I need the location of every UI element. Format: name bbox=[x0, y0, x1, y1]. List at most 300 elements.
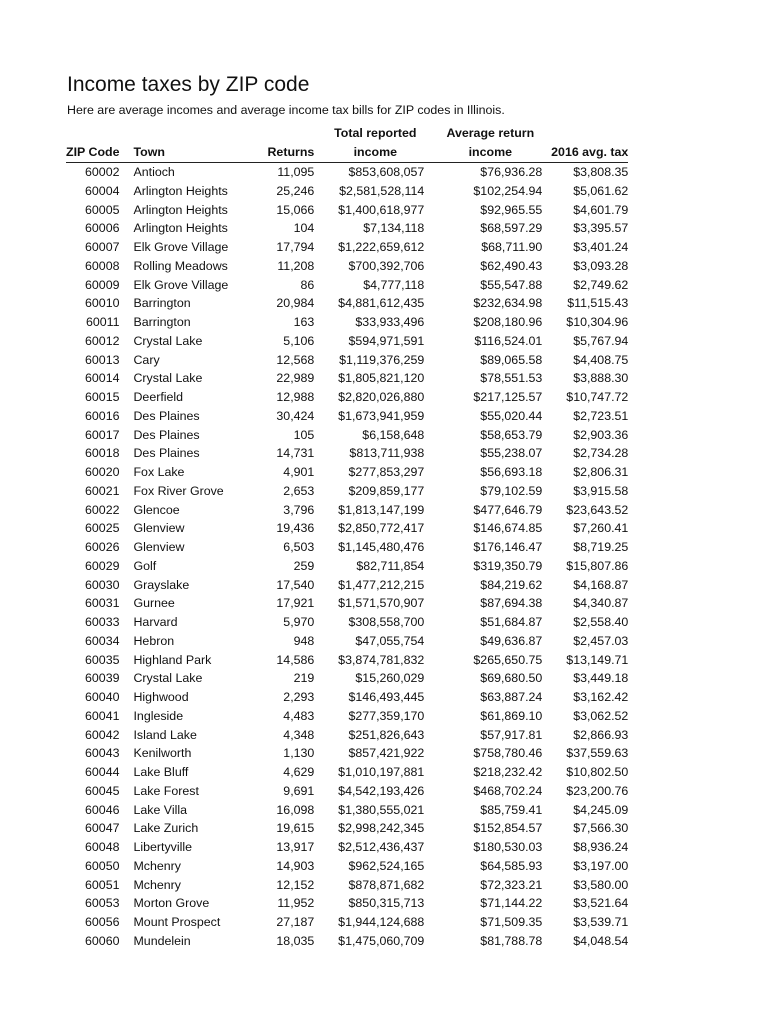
page-subtitle: Here are average incomes and average income tax bills for ZIP codes in Illinois. bbox=[67, 103, 505, 117]
total-income-cell: $1,477,212,215 bbox=[338, 577, 425, 592]
avg-tax-cell: $4,245.09 bbox=[573, 802, 629, 817]
town-cell: Barrington bbox=[133, 296, 191, 311]
zip-cell: 60026 bbox=[85, 540, 120, 554]
returns-cell: 25,246 bbox=[276, 183, 315, 198]
town-cell: Glencoe bbox=[133, 502, 180, 517]
avg-tax-cell: $5,767.94 bbox=[573, 333, 629, 348]
zip-cell: 60018 bbox=[85, 446, 120, 461]
returns-cell: 12,568 bbox=[276, 352, 315, 367]
avg-income-cell: $64,585.93 bbox=[480, 858, 543, 873]
returns-cell: 948 bbox=[293, 633, 315, 648]
avg-income-cell: $265,650.75 bbox=[473, 652, 543, 667]
avg-tax-cell: $2,558.40 bbox=[573, 615, 629, 629]
total-income-cell: $277,359,170 bbox=[348, 708, 425, 723]
town-cell: Highland Park bbox=[133, 652, 212, 667]
town-cell: Deerfield bbox=[133, 390, 184, 404]
header-total-income-line1: Total reported bbox=[334, 126, 417, 140]
avg-income-cell: $84,219.62 bbox=[480, 577, 543, 592]
table-row bbox=[66, 744, 628, 763]
town-cell: Harvard bbox=[133, 615, 178, 629]
returns-cell: 11,952 bbox=[277, 896, 315, 911]
avg-tax-cell: $3,197.00 bbox=[573, 858, 629, 873]
total-income-cell: $1,944,124,688 bbox=[338, 915, 425, 929]
zip-cell: 60002 bbox=[85, 165, 120, 179]
avg-income-cell: $63,887.24 bbox=[480, 690, 543, 704]
returns-cell: 9,691 bbox=[283, 783, 315, 798]
returns-cell: 19,436 bbox=[276, 521, 315, 536]
avg-tax-cell: $2,749.62 bbox=[573, 277, 629, 292]
town-cell: Gurnee bbox=[133, 596, 175, 611]
town-cell: Elk Grove Village bbox=[133, 277, 229, 292]
avg-tax-cell: $3,401.24 bbox=[573, 240, 629, 254]
returns-cell: 17,540 bbox=[276, 577, 315, 592]
total-income-cell: $277,853,297 bbox=[348, 465, 425, 479]
town-cell: Crystal Lake bbox=[133, 671, 203, 686]
avg-income-cell: $49,636.87 bbox=[480, 633, 543, 648]
town-cell: Cary bbox=[133, 352, 160, 367]
avg-income-cell: $176,146.47 bbox=[473, 540, 543, 554]
returns-cell: 104 bbox=[293, 221, 315, 236]
header-avg-income-line1: Average return bbox=[446, 126, 535, 140]
avg-income-cell: $58,653.79 bbox=[480, 427, 543, 442]
town-cell: Crystal Lake bbox=[133, 333, 203, 348]
total-income-cell: $15,260,029 bbox=[355, 671, 425, 686]
table-row bbox=[66, 369, 628, 388]
returns-cell: 4,483 bbox=[283, 708, 315, 723]
table-row bbox=[66, 519, 628, 538]
zip-cell: 60042 bbox=[85, 727, 120, 742]
avg-tax-cell: $2,806.31 bbox=[573, 465, 629, 479]
avg-income-cell: $55,020.44 bbox=[480, 408, 543, 423]
town-cell: Crystal Lake bbox=[133, 371, 203, 386]
zip-cell: 60022 bbox=[85, 502, 120, 517]
avg-tax-cell: $3,062.52 bbox=[573, 708, 629, 723]
zip-cell: 60009 bbox=[85, 277, 120, 292]
returns-cell: 14,586 bbox=[276, 652, 315, 667]
zip-cell: 60016 bbox=[85, 408, 120, 423]
returns-cell: 2,293 bbox=[283, 690, 315, 704]
returns-cell: 4,348 bbox=[283, 727, 315, 742]
zip-cell: 60006 bbox=[85, 221, 120, 236]
zip-cell: 60047 bbox=[85, 821, 120, 836]
total-income-cell: $308,558,700 bbox=[348, 615, 425, 629]
total-income-cell: $1,380,555,021 bbox=[338, 802, 425, 817]
total-income-cell: $1,222,659,612 bbox=[338, 240, 425, 254]
table-row bbox=[66, 388, 628, 407]
total-income-cell: $4,881,612,435 bbox=[338, 296, 425, 311]
avg-income-cell: $468,702.24 bbox=[473, 783, 543, 798]
avg-tax-cell: $8,719.25 bbox=[573, 540, 629, 554]
avg-tax-cell: $4,408.75 bbox=[573, 352, 629, 367]
total-income-cell: $2,820,026,880 bbox=[338, 390, 425, 404]
avg-tax-cell: $7,260.41 bbox=[573, 521, 629, 536]
town-cell: Mchenry bbox=[133, 877, 181, 892]
total-income-cell: $2,850,772,417 bbox=[338, 521, 425, 536]
zip-cell: 60048 bbox=[85, 840, 120, 854]
avg-tax-cell: $3,580.00 bbox=[573, 877, 629, 892]
table-row bbox=[66, 332, 628, 351]
table-row bbox=[66, 894, 628, 913]
avg-income-cell: $78,551.53 bbox=[480, 371, 543, 386]
total-income-cell: $2,512,436,437 bbox=[338, 840, 425, 854]
avg-income-cell: $319,350.79 bbox=[473, 558, 543, 573]
avg-tax-cell: $3,521.64 bbox=[573, 896, 629, 911]
town-cell: Island Lake bbox=[133, 727, 197, 742]
town-cell: Fox River Grove bbox=[133, 483, 224, 498]
total-income-cell: $6,158,648 bbox=[362, 427, 425, 442]
town-cell: Mchenry bbox=[133, 858, 181, 873]
total-income-cell: $1,400,618,977 bbox=[338, 202, 425, 217]
table-row bbox=[66, 857, 628, 876]
table-row bbox=[66, 838, 628, 857]
returns-cell: 17,794 bbox=[276, 240, 315, 254]
town-cell: Mundelein bbox=[133, 933, 191, 948]
table-row bbox=[66, 463, 628, 482]
zip-cell: 60030 bbox=[85, 577, 120, 592]
avg-tax-cell: $13,149.71 bbox=[566, 652, 629, 667]
returns-cell: 259 bbox=[293, 558, 315, 573]
table-header-row bbox=[66, 143, 628, 163]
avg-income-cell: $152,854.57 bbox=[473, 821, 543, 836]
total-income-cell: $813,711,938 bbox=[349, 446, 425, 461]
total-income-cell: $878,871,682 bbox=[348, 877, 425, 892]
town-cell: Lake Forest bbox=[133, 783, 199, 798]
town-cell: Des Plaines bbox=[133, 408, 200, 423]
avg-tax-cell: $4,340.87 bbox=[573, 596, 629, 611]
town-cell: Lake Bluff bbox=[133, 765, 189, 779]
total-income-cell: $1,119,376,259 bbox=[339, 352, 425, 367]
returns-cell: 13,917 bbox=[276, 840, 315, 854]
avg-tax-cell: $37,559.63 bbox=[566, 746, 629, 761]
town-cell: Lake Zurich bbox=[133, 821, 199, 836]
town-cell: Antioch bbox=[133, 165, 175, 179]
avg-income-cell: $72,323.21 bbox=[480, 877, 543, 892]
header-avg-tax: 2016 avg. tax bbox=[542, 143, 628, 163]
zip-cell: 60021 bbox=[85, 483, 120, 498]
zip-cell: 60013 bbox=[85, 352, 120, 367]
returns-cell: 3,796 bbox=[283, 502, 315, 517]
table-row bbox=[66, 688, 628, 707]
avg-income-cell: $56,693.18 bbox=[480, 465, 543, 479]
table-row bbox=[66, 669, 628, 688]
avg-income-cell: $79,102.59 bbox=[480, 483, 543, 498]
returns-cell: 14,731 bbox=[276, 446, 315, 461]
zip-cell: 60015 bbox=[85, 390, 120, 404]
town-cell: Golf bbox=[133, 558, 157, 573]
total-income-cell: $700,392,706 bbox=[348, 258, 425, 273]
table-row bbox=[66, 576, 628, 595]
returns-cell: 1,130 bbox=[283, 746, 315, 761]
town-cell: Hebron bbox=[133, 633, 175, 648]
zip-cell: 60060 bbox=[85, 933, 120, 948]
total-income-cell: $1,475,060,709 bbox=[338, 933, 425, 948]
zip-cell: 60017 bbox=[85, 427, 120, 442]
table-row bbox=[66, 182, 628, 201]
avg-tax-cell: $10,304.96 bbox=[566, 315, 629, 329]
table-row bbox=[66, 351, 628, 370]
returns-cell: 12,988 bbox=[276, 390, 315, 404]
header-returns: Returns bbox=[267, 143, 314, 163]
page-title: Income taxes by ZIP code bbox=[67, 73, 310, 96]
table-row bbox=[66, 557, 628, 576]
header-total-income-line2: income bbox=[314, 143, 424, 163]
town-cell: Rolling Meadows bbox=[133, 258, 228, 273]
avg-tax-cell: $23,200.76 bbox=[566, 783, 629, 798]
table-row bbox=[66, 482, 628, 501]
zip-cell: 60025 bbox=[85, 521, 120, 536]
total-income-cell: $853,608,057 bbox=[348, 165, 425, 179]
table-row bbox=[66, 707, 628, 726]
avg-income-cell: $55,238.07 bbox=[480, 446, 543, 461]
returns-cell: 17,921 bbox=[276, 596, 315, 611]
zip-cell: 60051 bbox=[85, 877, 120, 892]
avg-income-cell: $758,780.46 bbox=[473, 746, 543, 761]
table-row bbox=[66, 932, 628, 951]
zip-cell: 60056 bbox=[85, 915, 120, 929]
table-body bbox=[66, 163, 628, 951]
returns-cell: 30,424 bbox=[276, 408, 315, 423]
town-cell: Des Plaines bbox=[133, 446, 200, 461]
total-income-cell: $1,805,821,120 bbox=[338, 371, 425, 386]
town-cell: Des Plaines bbox=[133, 427, 200, 442]
avg-income-cell: $92,965.55 bbox=[480, 202, 543, 217]
total-income-cell: $3,874,781,832 bbox=[338, 652, 425, 667]
total-income-cell: $146,493,445 bbox=[348, 690, 425, 704]
avg-income-cell: $61,869.10 bbox=[480, 708, 543, 723]
table-row bbox=[66, 163, 628, 182]
avg-tax-cell: $3,808.35 bbox=[573, 165, 629, 179]
avg-tax-cell: $3,539.71 bbox=[573, 915, 629, 929]
table-row bbox=[66, 801, 628, 820]
avg-tax-cell: $4,601.79 bbox=[573, 202, 629, 217]
avg-income-cell: $217,125.57 bbox=[473, 390, 543, 404]
zip-cell: 60005 bbox=[85, 202, 120, 217]
zip-cell: 60031 bbox=[85, 596, 120, 611]
avg-income-cell: $76,936.28 bbox=[480, 165, 543, 179]
total-income-cell: $594,971,591 bbox=[348, 333, 425, 348]
returns-cell: 5,970 bbox=[283, 615, 315, 629]
avg-income-cell: $146,674.85 bbox=[473, 521, 543, 536]
total-income-cell: $1,813,147,199 bbox=[338, 502, 425, 517]
returns-cell: 11,095 bbox=[277, 165, 315, 179]
zip-cell: 60004 bbox=[85, 183, 120, 198]
town-cell: Morton Grove bbox=[133, 896, 210, 911]
total-income-cell: $7,134,118 bbox=[363, 221, 425, 236]
avg-income-cell: $89,065.58 bbox=[480, 352, 543, 367]
zip-cell: 60053 bbox=[85, 896, 120, 911]
zip-cell: 60033 bbox=[85, 615, 120, 629]
total-income-cell: $2,581,528,114 bbox=[339, 183, 425, 198]
avg-income-cell: $57,917.81 bbox=[480, 727, 543, 742]
avg-tax-cell: $2,866.93 bbox=[573, 727, 629, 742]
returns-cell: 219 bbox=[293, 671, 315, 686]
avg-income-cell: $116,524.01 bbox=[474, 333, 543, 348]
town-cell: Kenilworth bbox=[133, 746, 192, 761]
total-income-cell: $33,933,496 bbox=[355, 315, 425, 329]
town-cell: Barrington bbox=[133, 315, 191, 329]
table-row bbox=[66, 876, 628, 895]
returns-cell: 163 bbox=[293, 315, 315, 329]
total-income-cell: $857,421,922 bbox=[348, 746, 425, 761]
table-row bbox=[66, 201, 628, 220]
town-cell: Highwood bbox=[133, 690, 189, 704]
zip-cell: 60014 bbox=[85, 371, 120, 386]
returns-cell: 18,035 bbox=[276, 933, 315, 948]
town-cell: Ingleside bbox=[133, 708, 184, 723]
avg-income-cell: $68,711.90 bbox=[481, 240, 543, 254]
zip-cell: 60050 bbox=[85, 858, 120, 873]
returns-cell: 105 bbox=[293, 427, 315, 442]
table-row bbox=[66, 763, 628, 782]
avg-tax-cell: $10,802.50 bbox=[566, 765, 629, 779]
returns-cell: 5,106 bbox=[283, 333, 315, 348]
avg-tax-cell: $3,888.30 bbox=[573, 371, 629, 386]
returns-cell: 20,984 bbox=[276, 296, 315, 311]
avg-income-cell: $180,530.03 bbox=[473, 840, 543, 854]
avg-tax-cell: $7,566.30 bbox=[573, 821, 629, 836]
avg-income-cell: $69,680.50 bbox=[480, 671, 543, 686]
table-row bbox=[66, 651, 628, 670]
avg-tax-cell: $3,093.28 bbox=[573, 258, 629, 273]
zip-cell: 60039 bbox=[85, 671, 120, 686]
table-row bbox=[66, 913, 628, 932]
total-income-cell: $1,145,480,476 bbox=[338, 540, 425, 554]
returns-cell: 4,901 bbox=[283, 465, 315, 479]
avg-tax-cell: $3,449.18 bbox=[573, 671, 629, 686]
town-cell: Fox Lake bbox=[133, 465, 185, 479]
table-row bbox=[66, 294, 628, 313]
table-row bbox=[66, 426, 628, 445]
avg-tax-cell: $2,723.51 bbox=[573, 408, 629, 423]
avg-income-cell: $71,509.35 bbox=[480, 915, 543, 929]
total-income-cell: $962,524,165 bbox=[348, 858, 425, 873]
avg-income-cell: $85,759.41 bbox=[480, 802, 543, 817]
avg-tax-cell: $5,061.62 bbox=[573, 183, 629, 198]
returns-cell: 27,187 bbox=[276, 915, 315, 929]
avg-income-cell: $102,254.94 bbox=[473, 183, 543, 198]
header-zip-code: ZIP Code bbox=[66, 143, 133, 163]
returns-cell: 14,903 bbox=[276, 858, 315, 873]
table-row bbox=[66, 257, 628, 276]
avg-tax-cell: $2,457.03 bbox=[573, 633, 629, 648]
table-row bbox=[66, 444, 628, 463]
avg-tax-cell: $11,515.43 bbox=[567, 296, 629, 311]
zip-cell: 60044 bbox=[85, 765, 120, 779]
avg-tax-cell: $23,643.52 bbox=[566, 502, 629, 517]
avg-tax-cell: $8,936.24 bbox=[573, 840, 629, 854]
town-cell: Glenview bbox=[133, 521, 185, 536]
header-town: Town bbox=[133, 143, 267, 163]
total-income-cell: $251,826,643 bbox=[348, 727, 425, 742]
income-tax-table bbox=[66, 124, 628, 951]
table-row bbox=[66, 238, 628, 257]
table-header-row-top bbox=[66, 124, 628, 143]
town-cell: Arlington Heights bbox=[133, 221, 228, 236]
avg-tax-cell: $3,162.42 bbox=[573, 690, 629, 704]
returns-cell: 12,152 bbox=[276, 877, 315, 892]
returns-cell: 2,653 bbox=[283, 483, 315, 498]
total-income-cell: $4,777,118 bbox=[363, 277, 425, 292]
avg-income-cell: $218,232.42 bbox=[473, 765, 543, 779]
zip-cell: 60045 bbox=[85, 783, 120, 798]
avg-tax-cell: $4,048.54 bbox=[573, 933, 629, 948]
avg-tax-cell: $3,395.57 bbox=[573, 221, 629, 236]
zip-cell: 60046 bbox=[85, 802, 120, 817]
total-income-cell: $1,673,941,959 bbox=[338, 408, 425, 423]
table-row bbox=[66, 613, 628, 632]
returns-cell: 15,066 bbox=[276, 202, 315, 217]
returns-cell: 6,503 bbox=[283, 540, 315, 554]
zip-cell: 60007 bbox=[85, 240, 120, 254]
avg-income-cell: $71,144.22 bbox=[480, 896, 543, 911]
avg-tax-cell: $15,807.86 bbox=[566, 558, 629, 573]
town-cell: Libertyville bbox=[133, 840, 193, 854]
town-cell: Lake Villa bbox=[133, 802, 187, 817]
zip-cell: 60010 bbox=[85, 296, 120, 311]
returns-cell: 22,989 bbox=[276, 371, 315, 386]
avg-tax-cell: $2,903.36 bbox=[573, 427, 629, 442]
table-row bbox=[66, 726, 628, 745]
zip-cell: 60043 bbox=[85, 746, 120, 761]
zip-cell: 60040 bbox=[85, 690, 120, 704]
town-cell: Grayslake bbox=[133, 577, 190, 592]
town-cell: Elk Grove Village bbox=[133, 240, 229, 254]
table-row bbox=[66, 407, 628, 426]
total-income-cell: $1,010,197,881 bbox=[338, 765, 425, 779]
table-row bbox=[66, 313, 628, 332]
avg-income-cell: $208,180.96 bbox=[473, 315, 543, 329]
avg-income-cell: $62,490.43 bbox=[480, 258, 543, 273]
zip-cell: 60020 bbox=[85, 465, 120, 479]
table-row bbox=[66, 632, 628, 651]
table-row bbox=[66, 219, 628, 238]
town-cell: Arlington Heights bbox=[133, 202, 228, 217]
total-income-cell: $82,711,854 bbox=[356, 558, 425, 573]
table-row bbox=[66, 538, 628, 557]
avg-tax-cell: $2,734.28 bbox=[573, 446, 629, 461]
avg-income-cell: $87,694.38 bbox=[480, 596, 543, 611]
town-cell: Glenview bbox=[133, 540, 185, 554]
zip-cell: 60041 bbox=[85, 708, 120, 723]
town-cell: Mount Prospect bbox=[133, 915, 221, 929]
zip-cell: 60035 bbox=[85, 652, 120, 667]
returns-cell: 11,208 bbox=[277, 258, 315, 273]
total-income-cell: $4,542,193,426 bbox=[338, 783, 425, 798]
total-income-cell: $2,998,242,345 bbox=[338, 821, 425, 836]
avg-income-cell: $51,684.87 bbox=[480, 615, 543, 629]
returns-cell: 4,629 bbox=[283, 765, 315, 779]
table-row bbox=[66, 819, 628, 838]
total-income-cell: $1,571,570,907 bbox=[338, 596, 425, 611]
total-income-cell: $47,055,754 bbox=[355, 633, 425, 648]
returns-cell: 19,615 bbox=[276, 821, 315, 836]
zip-cell: 60029 bbox=[85, 558, 120, 573]
total-income-cell: $209,859,177 bbox=[348, 483, 425, 498]
table-row bbox=[66, 276, 628, 295]
table-row bbox=[66, 501, 628, 520]
avg-tax-cell: $4,168.87 bbox=[573, 577, 629, 592]
avg-income-cell: $55,547.88 bbox=[480, 277, 543, 292]
table-row bbox=[66, 594, 628, 613]
total-income-cell: $850,315,713 bbox=[348, 896, 425, 911]
avg-income-cell: $232,634.98 bbox=[473, 296, 543, 311]
avg-income-cell: $477,646.79 bbox=[473, 502, 543, 517]
town-cell: Arlington Heights bbox=[133, 183, 228, 198]
table-row bbox=[66, 782, 628, 801]
avg-tax-cell: $3,915.58 bbox=[573, 483, 629, 498]
header-avg-income-line2: income bbox=[424, 143, 542, 163]
returns-cell: 16,098 bbox=[276, 802, 315, 817]
